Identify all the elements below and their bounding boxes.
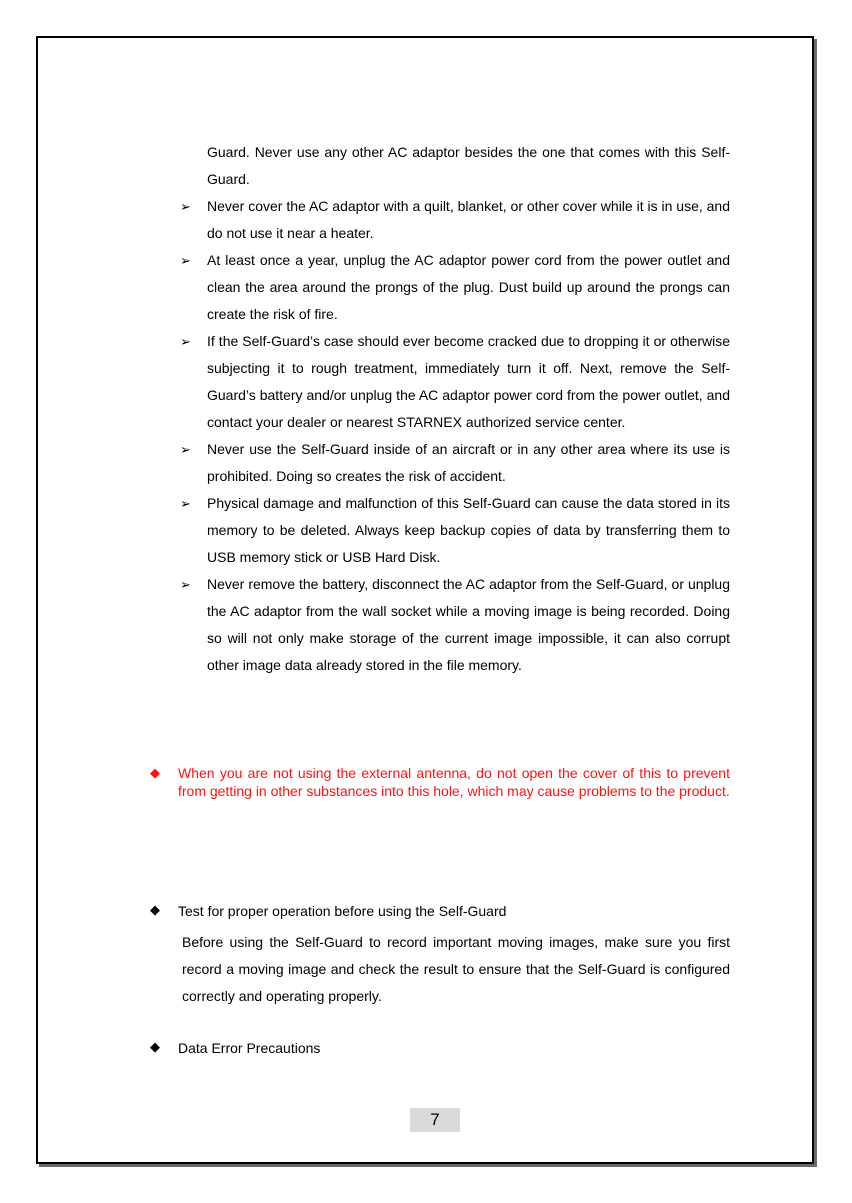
diamond-bullet-icon: ◆ xyxy=(150,1039,160,1054)
section-heading: Test for proper operation before using the Self-Guard xyxy=(178,903,507,919)
list-item-text: Never remove the battery, disconnect the AC adaptor from the Self-Guard, or unplug the AC adaptor from the wall socket while a moving image is being recorded. Doing so will not only make storage of the current image impossible, it can also corrupt other image data already stored in the file memory. xyxy=(207,576,730,673)
arrow-bullet-icon: ➢ xyxy=(180,577,191,592)
arrow-bullet-icon: ➢ xyxy=(180,253,191,268)
list-item-text: At least once a year, unplug the AC adaptor power cord from the power outlet and clean the area around the prongs of the plug. Dust build up around the prongs can create the risk of fire. xyxy=(207,252,730,322)
list-item-text: Physical damage and malfunction of this Self-Guard can cause the data stored in its memory to be deleted. Always keep backup copies of data by transferring them to USB memory stick or USB Hard Disk. xyxy=(207,495,730,565)
list-item xyxy=(172,436,730,490)
list-item xyxy=(172,490,730,571)
list-item-text: Never cover the AC adaptor with a quilt, blanket, or other cover while it is in use, and do not use it near a heater. xyxy=(207,198,730,241)
arrow-bullet-icon: ➢ xyxy=(180,442,191,457)
list-item xyxy=(172,193,730,247)
list-item xyxy=(172,328,730,436)
antenna-warning xyxy=(150,764,730,800)
warning-text: When you are not using the external antenna, do not open the cover of this to prevent from getting in other substances into this hole, which may cause problems to the product. xyxy=(178,765,730,799)
section-heading: Data Error Precautions xyxy=(178,1040,321,1056)
diamond-bullet-icon: ◆ xyxy=(150,765,160,780)
section-body: Before using the Self-Guard to record important moving images, make sure you first record a moving image and check the result to ensure that the Self-Guard is configured correctly and operating properly. xyxy=(182,934,730,1004)
list-item-text: Never use the Self-Guard inside of an aircraft or in any other area where its use is prohibited. Doing so creates the risk of accident. xyxy=(207,441,730,484)
list-item-text: Guard. Never use any other AC adaptor besides the one that comes with this Self-Guard. xyxy=(207,144,730,187)
page-number: 7 xyxy=(410,1108,460,1132)
list-item xyxy=(172,571,730,679)
diamond-bullet-icon: ◆ xyxy=(150,902,160,917)
test-operation-section xyxy=(150,902,730,1010)
data-error-section xyxy=(150,1039,730,1057)
arrow-bullet-icon: ➢ xyxy=(180,496,191,511)
list-item xyxy=(172,139,730,193)
arrow-bullet-icon: ➢ xyxy=(180,199,191,214)
precautions-list xyxy=(172,139,730,679)
arrow-bullet-icon: ➢ xyxy=(180,334,191,349)
list-item xyxy=(172,247,730,328)
list-item-text: If the Self-Guard’s case should ever become cracked due to dropping it or otherwise subjecting it to rough treatment, immediately turn it off. Next, remove the Self-Guard’s battery and/or unplug the AC adaptor power cord from the power outlet, and contact your dealer or nearest STARNEX authorized service center. xyxy=(207,333,730,430)
